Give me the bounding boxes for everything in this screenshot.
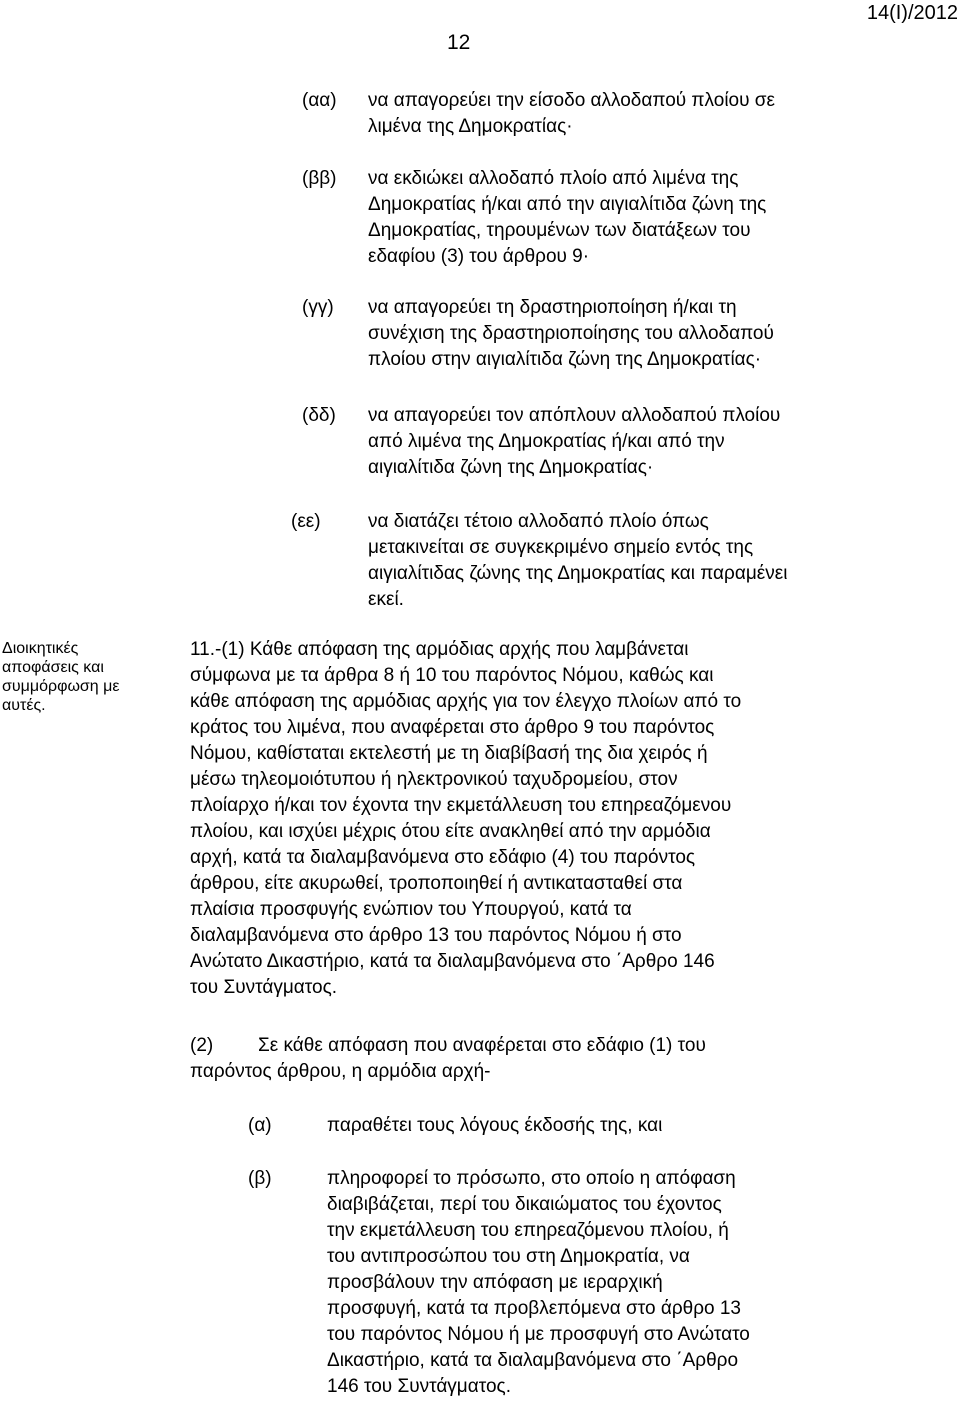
- text-line: σύμφωνα με τα άρθρα 8 ή 10 του παρόντος Νόμου, καθώς και: [190, 665, 714, 686]
- text-line: πλοίου στην αιγιαλίτιδα ζώνη της Δημοκρατίας·: [368, 349, 762, 370]
- text-line: του Συντάγματος.: [190, 977, 337, 998]
- text-line: Δημοκρατίας ή/και από την αιγιαλίτιδα ζώνη της: [368, 194, 767, 215]
- text-line: να απαγορεύει τον απόπλουν αλλοδαπού πλοίου: [368, 405, 781, 426]
- text-line: Δικαστήριο, κατά τα διαλαμβανόμενα στο ΄Αρθρο: [327, 1350, 739, 1371]
- sub-item-text-b: [327, 1166, 858, 1400]
- text-line: λιμένα της Δημοκρατίας·: [368, 116, 573, 137]
- sub-item-text-a: [327, 1113, 858, 1139]
- text-line: πλαίσια προσφυγής ενώπιον του Υπουργού, κατά τα: [190, 899, 632, 920]
- text-line: Ανώτατο Δικαστήριο, κατά τα διαλαμβανόμενα στο ΄Αρθρο 146: [190, 951, 715, 972]
- text-line: πλοίου, και ισχύει μέχρις ότου είτε ανακληθεί από την αρμόδια: [190, 821, 711, 842]
- text-line: του παρόντος Νόμου ή με προσφυγή στο Ανώτατο: [327, 1324, 750, 1345]
- text-line: να απαγορεύει τη δραστηριοποίηση ή/και τη: [368, 297, 737, 318]
- text-line: αρχή, κατά τα διαλαμβανόμενα στο εδάφιο (4) του παρόντος: [190, 847, 696, 868]
- text-line: την εκμετάλλευση του επηρεαζόμενου πλοίου, ή: [327, 1220, 729, 1241]
- item-text-aa: [368, 88, 858, 140]
- text-line: αιγιαλίτιδα ζώνη της Δημοκρατίας·: [368, 457, 654, 478]
- text-line: πλοίαρχο ή/και τον έχοντα την εκμετάλλευση του επηρεαζόμενου: [190, 795, 732, 816]
- text-line: παραθέτει τους λόγους έκδοσής της, και: [327, 1115, 663, 1136]
- item-text-ee: [368, 509, 858, 613]
- sub-item-label-a: (α): [248, 1115, 272, 1136]
- text-line: από λιμένα της Δημοκρατίας ή/και από την: [368, 431, 725, 452]
- item-label-dd: (δδ): [302, 405, 336, 426]
- marginal-note-line: αυτές.: [2, 697, 46, 714]
- text-line: κάθε απόφαση της αρμόδιας αρχής για τον έλεγχο πλοίων από το: [190, 691, 742, 712]
- page-number: 12: [447, 31, 471, 54]
- item-label-bb: (ββ): [302, 168, 337, 189]
- text-line: Δημοκρατίας, τηρουμένων των διατάξεων του: [368, 220, 751, 241]
- marginal-note-line: Διοικητικές: [2, 640, 79, 657]
- section-11-para-1: [190, 637, 858, 1001]
- text-line: παρόντος άρθρου, η αρμόδια αρχή-: [190, 1061, 491, 1082]
- item-label-gg: (γγ): [302, 297, 334, 318]
- text-line: μέσω τηλεομοιότυπου ή ηλεκτρονικού ταχυδρομείου, στον: [190, 769, 678, 790]
- text-line: εδαφίου (3) του άρθρου 9·: [368, 246, 590, 267]
- item-text-bb: [368, 166, 858, 270]
- text-line: μετακινείται σε συγκεκριμένο σημείο εντός της: [368, 537, 754, 558]
- item-label-ee: (εε): [291, 511, 321, 532]
- text-line: Σε κάθε απόφαση που αναφέρεται στο εδάφιο (1) του: [258, 1035, 706, 1056]
- text-line: αιγιαλίτιδας ζώνης της Δημοκρατίας και παραμένει: [368, 563, 788, 584]
- section-11-para-2: [190, 1033, 858, 1085]
- text-line: να εκδιώκει αλλοδαπό πλοίο από λιμένα της: [368, 168, 739, 189]
- text-line: διαβιβάζεται, περί του δικαιώματος του έχοντος: [327, 1194, 722, 1215]
- item-text-dd: [368, 403, 858, 481]
- text-line: Νόμου, καθίσταται εκτελεστή με τη διαβίβασή της δια χειρός ή: [190, 743, 708, 764]
- text-line: να απαγορεύει την είσοδο αλλοδαπού πλοίου σε: [368, 90, 775, 111]
- text-line: άρθρου, είτε ακυρωθεί, τροποποιηθεί ή αντικατασταθεί στα: [190, 873, 683, 894]
- text-line: κράτος του λιμένα, που αναφέρεται στο άρθρο 9 του παρόντος: [190, 717, 715, 738]
- text-line: πληροφορεί το πρόσωπο, στο οποίο η απόφαση: [327, 1168, 736, 1189]
- marginal-note-line: αποφάσεις και: [2, 659, 104, 676]
- item-label-aa: (αα): [302, 90, 337, 111]
- sub-item-label-b: (β): [248, 1168, 272, 1189]
- text-line: εκεί.: [368, 589, 404, 610]
- item-text-gg: [368, 295, 858, 373]
- text-line: 11.-(1) Κάθε απόφαση της αρμόδιας αρχής που λαμβάνεται: [190, 639, 689, 660]
- text-line: να διατάζει τέτοιο αλλοδαπό πλοίο όπως: [368, 511, 709, 532]
- gazette-reference: 14(I)/2012: [866, 2, 958, 24]
- text-line: διαλαμβανόμενα στο άρθρο 13 του παρόντος Νόμου ή στο: [190, 925, 682, 946]
- section-11-para-2-label: (2): [190, 1035, 214, 1056]
- text-line: προσφυγή, κατά τα προβλεπόμενα στο άρθρο 13: [327, 1298, 741, 1319]
- text-line: 146 του Συντάγματος.: [327, 1376, 511, 1397]
- text-line: του αντιπροσώπου του στη Δημοκρατία, να: [327, 1246, 690, 1267]
- text-line: προσβάλουν την απόφαση με ιεραρχική: [327, 1272, 663, 1293]
- marginal-note: [2, 639, 154, 715]
- text-line: συνέχιση της δραστηριοποίησης του αλλοδαπού: [368, 323, 774, 344]
- marginal-note-line: συμμόρφωση με: [2, 678, 120, 695]
